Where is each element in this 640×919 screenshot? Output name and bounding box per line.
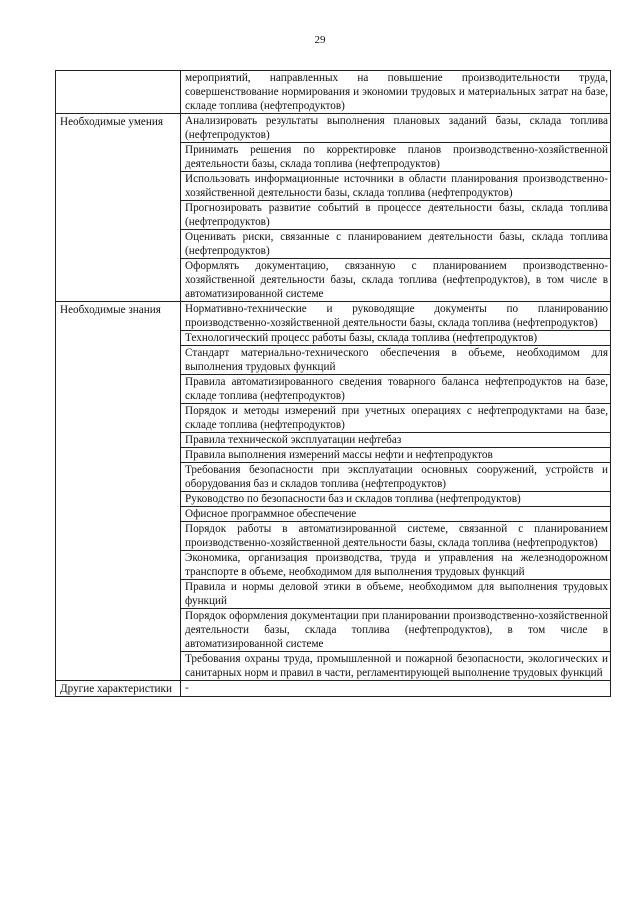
table-row	[56, 71, 611, 114]
skill-item: Оформлять документацию, связанную с планированием производственно-хозяйственной деятельности базы, склада топлива (нефтепродуктов), в том числе в автоматизированной системе	[181, 259, 611, 302]
knowledge-item: Требования охраны труда, промышленной и пожарной безопасности, экологических и санитарных норм и правил в части, регламентирующей выполнение трудовых функций	[181, 652, 611, 681]
skill-item: Прогнозировать развитие событий в процессе деятельности базы, склада топлива (нефтепродуктов)	[181, 201, 611, 230]
knowledge-item: Требования безопасности при эксплуатации основных сооружений, устройств и оборудования баз и складов топлива (нефтепродуктов)	[181, 463, 611, 492]
knowledge-item: Технологический процесс работы базы, склада топлива (нефтепродуктов)	[181, 331, 611, 346]
row-label-skills: Необходимые умения	[56, 114, 181, 302]
knowledge-item: Порядок и методы измерений при учетных операциях с нефтепродуктами на базе, складе топлива (нефтепродуктов)	[181, 404, 611, 433]
knowledge-item: Порядок работы в автоматизированной системе, связанной с планированием производственно-хозяйственной деятельности базы, склада топлива (нефтепродуктов)	[181, 522, 611, 551]
skill-item: Оценивать риски, связанные с планированием деятельности базы, склада топлива (нефтепродуктов)	[181, 230, 611, 259]
knowledge-item: Руководство по безопасности баз и складов топлива (нефтепродуктов)	[181, 492, 611, 507]
knowledge-item: Нормативно-технические и руководящие документы по планированию производственно-хозяйственной деятельности базы, склада топлива (нефтепродуктов)	[181, 302, 611, 331]
table-row	[56, 681, 611, 697]
skill-item: Использовать информационные источники в области планирования производственно-хозяйственной деятельности базы, склада топлива (нефтепродуктов)	[181, 172, 611, 201]
skill-item: Принимать решения по корректировке планов производственно-хозяйственной деятельности базы, склада топлива (нефтепродуктов)	[181, 143, 611, 172]
row-label-other: Другие характеристики	[56, 681, 181, 697]
knowledge-item: Стандарт материально-технического обеспечения в объеме, необходимом для выполнения трудовых функций	[181, 346, 611, 375]
knowledge-item: Офисное программное обеспечение	[181, 507, 611, 522]
skill-item: Анализировать результаты выполнения плановых заданий базы, склада топлива (нефтепродуктов)	[181, 114, 611, 143]
knowledge-item: Правила автоматизированного сведения товарного баланса нефтепродуктов на базе, складе топлива (нефтепродуктов)	[181, 375, 611, 404]
row-item: мероприятий, направленных на повышение производительности труда, совершенствование нормирования и экономии трудовых и материальных затрат на базе, складе топлива (нефтепродуктов)	[181, 71, 611, 114]
knowledge-item: Экономика, организация производства, труда и управления на железнодорожном транспорте в объеме, необходимом для выполнения трудовых функций	[181, 551, 611, 580]
page-number: 29	[314, 34, 326, 46]
knowledge-item: Правила выполнения измерений массы нефти и нефтепродуктов	[181, 448, 611, 463]
requirements-table	[55, 70, 611, 697]
table-row	[56, 114, 611, 143]
table-row	[56, 302, 611, 331]
knowledge-item: Правила технической эксплуатации нефтебаз	[181, 433, 611, 448]
other-item: -	[181, 681, 611, 697]
row-label	[56, 71, 181, 114]
knowledge-item: Порядок оформления документации при планировании производственно-хозяйственной деятельности базы, склада топлива (нефтепродуктов), в том числе в автоматизированной системе	[181, 609, 611, 652]
row-label-knowledge: Необходимые знания	[56, 302, 181, 681]
knowledge-item: Правила и нормы деловой этики в объеме, необходимом для выполнения трудовых функций	[181, 580, 611, 609]
